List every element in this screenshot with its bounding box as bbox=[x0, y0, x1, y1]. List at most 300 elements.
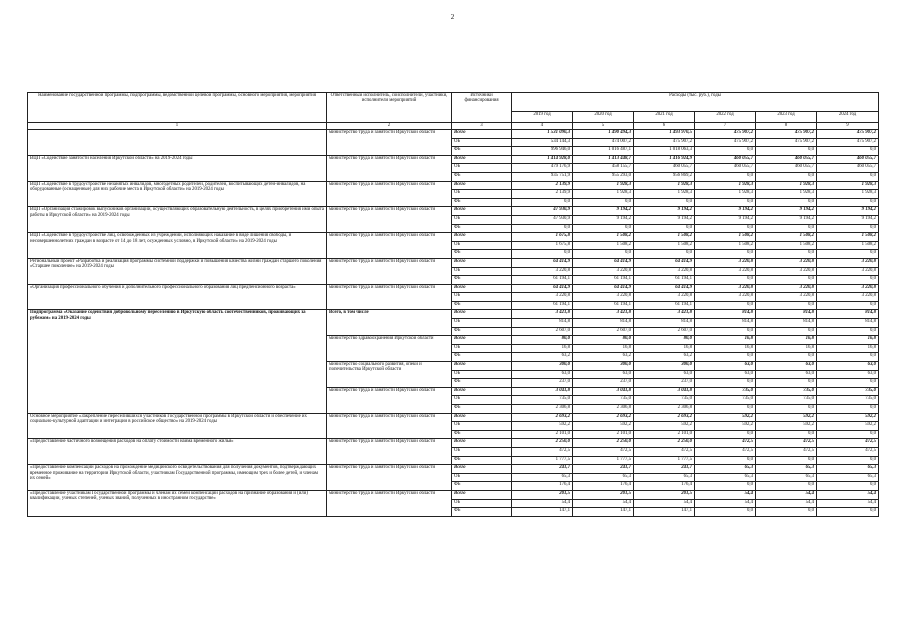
amount-cell: 65,3 bbox=[695, 473, 756, 482]
amount-cell: 1 928,3 bbox=[634, 190, 695, 199]
amount-cell: 2 607,0 bbox=[573, 327, 634, 336]
amount-cell: 201,5 bbox=[634, 490, 695, 499]
amount-cell: 3 220,8 bbox=[817, 258, 879, 267]
table-row bbox=[28, 233, 879, 242]
executor-cell: министерство труда и занятости Иркутской области bbox=[327, 207, 452, 233]
amount-cell: 814,8 bbox=[573, 319, 634, 328]
amount-cell: 0,0 bbox=[756, 430, 817, 439]
amount-cell: 735,0 bbox=[756, 396, 817, 405]
amount-cell: 16,8 bbox=[817, 336, 879, 345]
amount-cell: 61 194,1 bbox=[573, 276, 634, 285]
header-expenses: Расходы (тыс. руб.), годы bbox=[512, 93, 879, 112]
amount-cell: 63,2 bbox=[573, 353, 634, 362]
amount-cell: 1 777,5 bbox=[634, 456, 695, 465]
amount-cell: 592,2 bbox=[817, 422, 879, 431]
amount-cell: 1 508,2 bbox=[756, 233, 817, 242]
funding-source: Всего bbox=[452, 233, 512, 242]
funding-source: ОБ bbox=[452, 499, 512, 508]
amount-cell: 54,4 bbox=[695, 499, 756, 508]
funding-source: ФБ bbox=[452, 508, 512, 517]
amount-cell: 0,0 bbox=[817, 198, 879, 207]
amount-cell: 955 293,0 bbox=[573, 172, 634, 181]
amount-cell: 2 101,0 bbox=[512, 430, 573, 439]
amount-cell: 9 194,2 bbox=[695, 207, 756, 216]
funding-source: Всего bbox=[452, 362, 512, 371]
funding-source: ФБ bbox=[452, 198, 512, 207]
amount-cell: 0,0 bbox=[756, 482, 817, 491]
amount-cell: 2 101,0 bbox=[634, 430, 695, 439]
funding-source: ОБ bbox=[452, 138, 512, 147]
table-row bbox=[28, 155, 879, 164]
amount-cell: 460 055,7 bbox=[817, 155, 879, 164]
amount-cell: 300,0 bbox=[573, 362, 634, 371]
funding-source: ФБ bbox=[452, 250, 512, 259]
executor-cell: министерство труда и занятости Иркутской области bbox=[327, 490, 452, 516]
amount-cell: 3 220,8 bbox=[573, 293, 634, 302]
amount-cell: 237,0 bbox=[573, 379, 634, 388]
executor-cell: министерство социального развития, опеки и попечительства Иркутской области bbox=[327, 362, 452, 388]
amount-cell: 0,0 bbox=[695, 198, 756, 207]
amount-cell: 0,0 bbox=[695, 353, 756, 362]
executor-cell: министерство труда и занятости Иркутской области bbox=[327, 387, 452, 413]
table-row bbox=[28, 258, 879, 267]
amount-cell: 9 194,2 bbox=[573, 207, 634, 216]
amount-cell: 64 414,9 bbox=[573, 284, 634, 293]
amount-cell: 1 928,3 bbox=[573, 190, 634, 199]
amount-cell: 176,4 bbox=[573, 482, 634, 491]
amount-cell: 735,0 bbox=[573, 396, 634, 405]
header-year: 2023 год bbox=[756, 112, 817, 123]
amount-cell: 0,0 bbox=[756, 456, 817, 465]
amount-cell: 147,1 bbox=[573, 508, 634, 517]
amount-cell: 735,0 bbox=[817, 396, 879, 405]
funding-source: ФБ bbox=[452, 276, 512, 285]
amount-cell: 9 194,2 bbox=[756, 207, 817, 216]
program-name: ВЦП «Содействие в трудоустройстве незанятых инвалидов, многодетных родителей, родителей, воспитывающих детей-инвалидов, на оборудованные (оснащенные) для них рабочие места в Иркутской области» на 2019-2024 годы bbox=[28, 181, 327, 207]
executor-cell: министерство труда и занятости Иркутской области bbox=[327, 155, 452, 181]
header-year: 2019 год bbox=[512, 112, 573, 123]
table-row bbox=[28, 310, 879, 319]
amount-cell: 460 055,7 bbox=[817, 164, 879, 173]
funding-source: ОБ bbox=[452, 267, 512, 276]
amount-cell: 1 928,3 bbox=[817, 181, 879, 190]
amount-cell: 0,0 bbox=[756, 224, 817, 233]
amount-cell: 16,8 bbox=[756, 336, 817, 345]
amount-cell: 1 928,3 bbox=[695, 190, 756, 199]
amount-cell: 735,0 bbox=[695, 396, 756, 405]
funding-source: ФБ bbox=[452, 353, 512, 362]
amount-cell: 3 220,8 bbox=[756, 267, 817, 276]
amount-cell: 63,0 bbox=[634, 370, 695, 379]
amount-cell: 2 306,8 bbox=[573, 405, 634, 414]
table-row bbox=[28, 465, 879, 474]
amount-cell: 47 930,9 bbox=[512, 215, 573, 224]
amount-cell: 460 055,7 bbox=[695, 164, 756, 173]
amount-cell: 0,0 bbox=[695, 224, 756, 233]
amount-cell: 2 607,0 bbox=[634, 327, 695, 336]
amount-cell: 16,8 bbox=[817, 344, 879, 353]
amount-cell: 0,0 bbox=[573, 250, 634, 259]
header-year: 2024 год bbox=[817, 112, 879, 123]
amount-cell: 9 194,2 bbox=[634, 215, 695, 224]
header-year: 2020 год bbox=[573, 112, 634, 123]
amount-cell: 9 194,2 bbox=[817, 207, 879, 216]
amount-cell: 300,0 bbox=[634, 362, 695, 371]
amount-cell: 1 018 063,3 bbox=[634, 147, 695, 156]
amount-cell: 935 751,9 bbox=[512, 172, 573, 181]
program-name: Основное мероприятие «Закрепление переселившихся участников Государственной программы в Иркутской области и обеспечение их социально-культурной адаптации и интеграции в российское общество» на 2019-2024 годы bbox=[28, 413, 327, 439]
amount-cell: 1 016 487,1 bbox=[573, 147, 634, 156]
funding-source: ФБ bbox=[452, 301, 512, 310]
executor-cell: министерство здравоохранения Иркутской области bbox=[327, 336, 452, 362]
amount-cell: 3 220,8 bbox=[634, 267, 695, 276]
funding-source: Всего bbox=[452, 130, 512, 139]
amount-cell: 9 194,2 bbox=[695, 215, 756, 224]
amount-cell: 474 007,2 bbox=[573, 138, 634, 147]
amount-cell: 0,0 bbox=[695, 482, 756, 491]
amount-cell: 64 414,9 bbox=[573, 258, 634, 267]
amount-cell: 147,1 bbox=[512, 508, 573, 517]
amount-cell: 241,7 bbox=[573, 465, 634, 474]
amount-cell: 735,0 bbox=[695, 387, 756, 396]
amount-cell: 814,8 bbox=[512, 319, 573, 328]
amount-cell: 3 041,8 bbox=[512, 387, 573, 396]
amount-cell: 460 055,7 bbox=[756, 164, 817, 173]
funding-source: ФБ bbox=[452, 430, 512, 439]
amount-cell: 201,5 bbox=[512, 490, 573, 499]
amount-cell: 2 607,0 bbox=[512, 327, 573, 336]
amount-cell: 534 144,3 bbox=[512, 138, 573, 147]
amount-cell: 1 928,3 bbox=[634, 181, 695, 190]
funding-source: ОБ bbox=[452, 319, 512, 328]
amount-cell: 3 041,8 bbox=[634, 387, 695, 396]
amount-cell: 0,0 bbox=[756, 353, 817, 362]
amount-cell: 63,0 bbox=[817, 370, 879, 379]
amount-cell: 300,0 bbox=[512, 362, 573, 371]
executor-cell: министерство труда и занятости Иркутской области bbox=[327, 258, 452, 284]
amount-cell: 65,3 bbox=[817, 473, 879, 482]
amount-cell: 460 055,7 bbox=[756, 155, 817, 164]
amount-cell: 3 220,8 bbox=[817, 284, 879, 293]
amount-cell: 1 928,3 bbox=[695, 181, 756, 190]
funding-source: Всего bbox=[452, 490, 512, 499]
amount-cell: 3 220,8 bbox=[756, 258, 817, 267]
amount-cell: 1 675,8 bbox=[512, 241, 573, 250]
executor-cell: министерство труда и занятости Иркутской области bbox=[327, 413, 452, 439]
program-name: ВЦП «Организация стажировок выпускников организаций, осуществляющих образовательную деятельность, в целях приобретения ими опыта работы в Иркутской области» на 2019-2024 годы bbox=[28, 207, 327, 233]
funding-source: ОБ bbox=[452, 215, 512, 224]
amount-cell: 3 220,8 bbox=[695, 293, 756, 302]
column-number: 9 bbox=[817, 123, 879, 130]
amount-cell: 1 508,2 bbox=[695, 241, 756, 250]
funding-source: Всего bbox=[452, 181, 512, 190]
amount-cell: 16,8 bbox=[573, 344, 634, 353]
amount-cell: 61 194,1 bbox=[634, 301, 695, 310]
header-sources: Источники финансирования bbox=[452, 93, 512, 123]
amount-cell: 9 194,2 bbox=[573, 215, 634, 224]
amount-cell: 1 413 448,7 bbox=[573, 155, 634, 164]
amount-cell: 201,5 bbox=[573, 490, 634, 499]
amount-cell: 9 194,2 bbox=[817, 215, 879, 224]
amount-cell: 0,0 bbox=[695, 430, 756, 439]
amount-cell: 0,0 bbox=[817, 327, 879, 336]
header-year: 2022 год bbox=[695, 112, 756, 123]
funding-source: Всего bbox=[452, 155, 512, 164]
amount-cell: 0,0 bbox=[756, 405, 817, 414]
amount-cell: 0,0 bbox=[756, 379, 817, 388]
amount-cell: 475 907,2 bbox=[695, 130, 756, 139]
amount-cell: 1 508,2 bbox=[817, 233, 879, 242]
amount-cell: 237,0 bbox=[634, 379, 695, 388]
amount-cell: 735,0 bbox=[512, 396, 573, 405]
amount-cell: 3 421,8 bbox=[512, 310, 573, 319]
amount-cell: 475 907,2 bbox=[756, 130, 817, 139]
amount-cell: 3 220,8 bbox=[695, 284, 756, 293]
amount-cell: 996 946,0 bbox=[512, 147, 573, 156]
amount-cell: 1 928,3 bbox=[817, 190, 879, 199]
amount-cell: 54,4 bbox=[573, 499, 634, 508]
funding-source: ФБ bbox=[452, 224, 512, 233]
amount-cell: 63,2 bbox=[634, 353, 695, 362]
amount-cell: 80,0 bbox=[512, 336, 573, 345]
amount-cell: 61 194,1 bbox=[634, 276, 695, 285]
amount-cell: 0,0 bbox=[756, 508, 817, 517]
funding-source: ФБ bbox=[452, 327, 512, 336]
amount-cell: 814,8 bbox=[634, 319, 695, 328]
amount-cell: 0,0 bbox=[634, 250, 695, 259]
executor-cell: министерство труда и занятости Иркутской области bbox=[327, 233, 452, 259]
amount-cell: 460 055,7 bbox=[695, 155, 756, 164]
amount-cell: 460 055,7 bbox=[634, 164, 695, 173]
amount-cell: 0,0 bbox=[817, 508, 879, 517]
amount-cell: 0,0 bbox=[695, 276, 756, 285]
amount-cell: 0,0 bbox=[817, 456, 879, 465]
amount-cell: 0,0 bbox=[695, 405, 756, 414]
funding-source: ФБ bbox=[452, 456, 512, 465]
program-name: ВЦП «Содействие в трудоустройстве лиц, освобожденных из учреждений, исполняющих наказание в виде лишения свободы, и несовершеннолетних граждан в возрасте от 14 до 18 лет, осужденных условно, в Иркутской области» на 2019-2024 годы bbox=[28, 233, 327, 259]
amount-cell: 9 194,2 bbox=[756, 215, 817, 224]
executor-cell: министерство труда и занятости Иркутской области bbox=[327, 130, 452, 156]
amount-cell: 1 928,3 bbox=[573, 181, 634, 190]
column-number: 7 bbox=[695, 123, 756, 130]
amount-cell: 0,0 bbox=[817, 147, 879, 156]
amount-cell: 472,5 bbox=[695, 439, 756, 448]
amount-cell: 3 220,8 bbox=[817, 267, 879, 276]
amount-cell: 1 508,2 bbox=[634, 233, 695, 242]
amount-cell: 1 493 970,5 bbox=[634, 130, 695, 139]
executor-cell: министерство труда и занятости Иркутской области bbox=[327, 439, 452, 465]
funding-source: ОБ bbox=[452, 473, 512, 482]
amount-cell: 472,5 bbox=[817, 439, 879, 448]
amount-cell: 0,0 bbox=[817, 379, 879, 388]
amount-cell: 176,4 bbox=[634, 482, 695, 491]
amount-cell: 0,0 bbox=[695, 147, 756, 156]
funding-source: Всего bbox=[452, 336, 512, 345]
amount-cell: 1 531 090,3 bbox=[512, 130, 573, 139]
amount-cell: 65,3 bbox=[817, 465, 879, 474]
amount-cell: 1 508,2 bbox=[695, 233, 756, 242]
amount-cell: 0,0 bbox=[695, 172, 756, 181]
amount-cell: 0,0 bbox=[695, 508, 756, 517]
amount-cell: 65,3 bbox=[695, 465, 756, 474]
table-row bbox=[28, 284, 879, 293]
table-row bbox=[28, 207, 879, 216]
amount-cell: 3 220,8 bbox=[695, 258, 756, 267]
amount-cell: 0,0 bbox=[817, 172, 879, 181]
amount-cell: 1 675,8 bbox=[512, 233, 573, 242]
program-name: «Предоставление компенсации расходов на прохождение медицинского освидетельствования для получения документов, подтверждающих временное проживание на территории Иркутской области, участникам Государственной программы, имеющим трех и более детей, и членам их семей» bbox=[28, 465, 327, 491]
amount-cell: 0,0 bbox=[756, 147, 817, 156]
amount-cell: 735,0 bbox=[756, 387, 817, 396]
amount-cell: 592,2 bbox=[756, 422, 817, 431]
column-number: 4 bbox=[512, 123, 573, 130]
amount-cell: 475 907,2 bbox=[634, 138, 695, 147]
funding-source: ФБ bbox=[452, 172, 512, 181]
amount-cell: 63,0 bbox=[695, 370, 756, 379]
amount-cell: 2 250,0 bbox=[573, 439, 634, 448]
amount-cell: 2 693,2 bbox=[634, 413, 695, 422]
amount-cell: 1 508,2 bbox=[573, 241, 634, 250]
amount-cell: 1 777,5 bbox=[512, 456, 573, 465]
amount-cell: 0,0 bbox=[817, 482, 879, 491]
amount-cell: 2 101,0 bbox=[573, 430, 634, 439]
funding-source: Всего bbox=[452, 465, 512, 474]
amount-cell: 9 194,2 bbox=[634, 207, 695, 216]
amount-cell: 61 194,1 bbox=[512, 301, 573, 310]
amount-cell: 956 869,2 bbox=[634, 172, 695, 181]
amount-cell: 472,5 bbox=[756, 439, 817, 448]
table-row bbox=[28, 130, 879, 139]
amount-cell: 61 194,1 bbox=[512, 276, 573, 285]
funding-source: Всего bbox=[452, 284, 512, 293]
amount-cell: 64 414,9 bbox=[512, 284, 573, 293]
amount-cell: 0,0 bbox=[695, 327, 756, 336]
amount-cell: 3 220,8 bbox=[756, 293, 817, 302]
amount-cell: 54,4 bbox=[756, 490, 817, 499]
amount-cell: 63,0 bbox=[512, 370, 573, 379]
amount-cell: 0,0 bbox=[817, 224, 879, 233]
amount-cell: 814,8 bbox=[756, 319, 817, 328]
program-name bbox=[28, 130, 327, 156]
amount-cell: 1 508,2 bbox=[756, 241, 817, 250]
funding-source: ОБ bbox=[452, 370, 512, 379]
column-number: 5 bbox=[573, 123, 634, 130]
amount-cell: 0,0 bbox=[573, 224, 634, 233]
funding-source: ОБ bbox=[452, 293, 512, 302]
funding-source: ОБ bbox=[452, 190, 512, 199]
funding-source: Всего bbox=[452, 310, 512, 319]
amount-cell: 0,0 bbox=[756, 172, 817, 181]
amount-cell: 1 508,2 bbox=[573, 233, 634, 242]
amount-cell: 237,0 bbox=[512, 379, 573, 388]
amount-cell: 47 930,9 bbox=[512, 207, 573, 216]
funding-source: ОБ bbox=[452, 241, 512, 250]
amount-cell: 80,0 bbox=[573, 336, 634, 345]
program-name: «Предоставление частичного возмещения расходов на оплату стоимости найма временного жилья» bbox=[28, 439, 327, 465]
amount-cell: 0,0 bbox=[695, 250, 756, 259]
amount-cell: 0,0 bbox=[512, 224, 573, 233]
amount-cell: 0,0 bbox=[695, 379, 756, 388]
table-row bbox=[28, 439, 879, 448]
amount-cell: 3 220,8 bbox=[756, 284, 817, 293]
amount-cell: 0,0 bbox=[756, 276, 817, 285]
amount-cell: 0,0 bbox=[756, 327, 817, 336]
amount-cell: 0,0 bbox=[695, 301, 756, 310]
amount-cell: 475 907,2 bbox=[756, 138, 817, 147]
amount-cell: 814,8 bbox=[817, 310, 879, 319]
amount-cell: 592,2 bbox=[634, 422, 695, 431]
amount-cell: 3 041,8 bbox=[573, 387, 634, 396]
funding-source: ФБ bbox=[452, 147, 512, 156]
amount-cell: 2 306,8 bbox=[634, 405, 695, 414]
amount-cell: 3 220,8 bbox=[695, 267, 756, 276]
amount-cell: 735,0 bbox=[817, 387, 879, 396]
amount-cell: 458 155,7 bbox=[573, 164, 634, 173]
amount-cell: 63,2 bbox=[512, 353, 573, 362]
amount-cell: 0,0 bbox=[817, 430, 879, 439]
amount-cell: 65,3 bbox=[756, 465, 817, 474]
amount-cell: 3 421,8 bbox=[634, 310, 695, 319]
amount-cell: 63,0 bbox=[573, 370, 634, 379]
executor-cell: министерство труда и занятости Иркутской области bbox=[327, 181, 452, 207]
executor-cell: министерство труда и занятости Иркутской области bbox=[327, 465, 452, 491]
amount-cell: 1 508,2 bbox=[634, 241, 695, 250]
amount-cell: 2 139,9 bbox=[512, 181, 573, 190]
amount-cell: 592,2 bbox=[817, 413, 879, 422]
funding-source: ОБ bbox=[452, 344, 512, 353]
amount-cell: 65,3 bbox=[756, 473, 817, 482]
amount-cell: 0,0 bbox=[817, 301, 879, 310]
funding-source: ОБ bbox=[452, 447, 512, 456]
amount-cell: 63,0 bbox=[756, 362, 817, 371]
header-executor: Ответственный исполнитель, соисполнители, участники, исполнители мероприятий bbox=[327, 93, 452, 123]
amount-cell: 65,3 bbox=[512, 473, 573, 482]
amount-cell: 3 220,8 bbox=[634, 293, 695, 302]
amount-cell: 63,0 bbox=[695, 362, 756, 371]
amount-cell: 2 250,0 bbox=[634, 439, 695, 448]
amount-cell: 64 414,9 bbox=[512, 258, 573, 267]
amount-cell: 16,8 bbox=[695, 344, 756, 353]
amount-cell: 63,0 bbox=[756, 370, 817, 379]
funding-source: ОБ bbox=[452, 164, 512, 173]
funding-source: Всего bbox=[452, 207, 512, 216]
amount-cell: 16,8 bbox=[512, 344, 573, 353]
amount-cell: 0,0 bbox=[634, 198, 695, 207]
table-row bbox=[28, 181, 879, 190]
amount-cell: 54,4 bbox=[756, 499, 817, 508]
amount-cell: 80,0 bbox=[634, 336, 695, 345]
amount-cell: 54,4 bbox=[695, 490, 756, 499]
column-number: 8 bbox=[756, 123, 817, 130]
amount-cell: 2 139,9 bbox=[512, 190, 573, 199]
amount-cell: 592,2 bbox=[573, 422, 634, 431]
amount-cell: 592,2 bbox=[512, 422, 573, 431]
amount-cell: 0,0 bbox=[634, 224, 695, 233]
amount-cell: 1 416 924,9 bbox=[634, 155, 695, 164]
program-name: ВЦП «Содействие занятости населения Иркутской области» на 2019-2024 годы bbox=[28, 155, 327, 181]
amount-cell: 61 194,1 bbox=[573, 301, 634, 310]
amount-cell: 147,1 bbox=[634, 508, 695, 517]
amount-cell: 814,8 bbox=[756, 310, 817, 319]
amount-cell: 0,0 bbox=[573, 198, 634, 207]
amount-cell: 2 693,2 bbox=[573, 413, 634, 422]
amount-cell: 1 414 928,0 bbox=[512, 155, 573, 164]
amount-cell: 1 777,5 bbox=[573, 456, 634, 465]
funding-source: ОБ bbox=[452, 396, 512, 405]
amount-cell: 475 907,2 bbox=[817, 138, 879, 147]
budget-table bbox=[27, 92, 879, 517]
amount-cell: 472,5 bbox=[512, 447, 573, 456]
